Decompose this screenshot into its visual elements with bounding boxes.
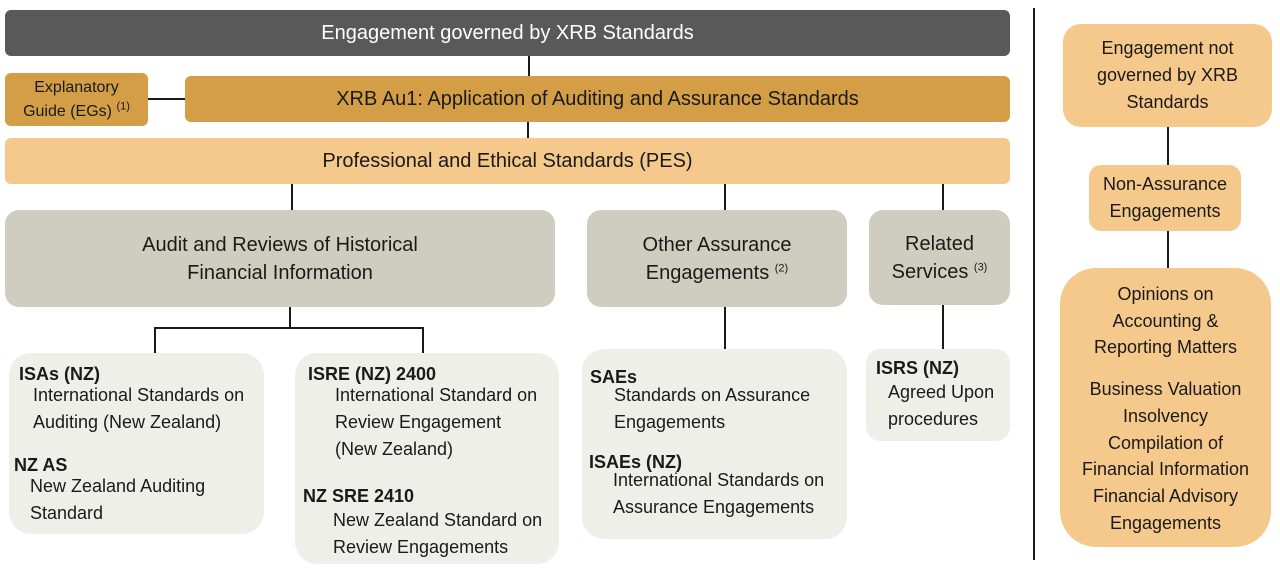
isre-standards-box [295,353,559,564]
isre-desc-line3: (New Zealand) [335,439,454,459]
isre-desc-line1: International Standard on [335,385,538,405]
not-governed-line3: Standards [1126,92,1209,112]
pes-text: Professional and Ethical Standards (PES) [322,149,693,172]
isrs-standards-box [866,349,1010,441]
nzas-heading: NZ AS [14,455,68,475]
isas-desc-line2: Auditing (New Zealand) [33,412,222,432]
connector-top-au1 [528,56,530,76]
saes-standards-box [582,349,847,539]
non-assurance-line2: Engagements [1109,201,1221,221]
xrb-standards-header-text: Engagement governed by XRB Standards [321,21,694,44]
pes-bar [5,138,1010,184]
connector-related-isrs [942,305,944,349]
opinions-services-box [1060,268,1271,547]
isaes-desc [613,467,824,521]
nzas-desc-line2: Standard [30,503,104,523]
opinions-line6: Compilation of [1107,432,1224,453]
isre-desc-line2: Review Engagement [335,412,502,432]
xrb-au1-text: XRB Au1: Application of Auditing and Assurance Standards [336,87,859,110]
saes-desc-line2: Engagements [614,412,726,432]
isas-standards-box [9,353,264,534]
connector-eg-au1 [148,98,185,100]
not-governed-line1: Engagement not [1101,38,1234,58]
opinions-line8: Financial Advisory [1092,485,1239,506]
connector-branch-isre [422,327,424,353]
connector-right-2 [1167,231,1169,268]
related-services-line2: Services [891,260,969,283]
footnote-1: (1) [116,100,130,113]
nzsre-desc [333,507,542,561]
divider-vertical [1033,8,1035,560]
nzsre-heading: NZ SRE 2410 [303,486,415,506]
opinions-line5: Insolvency [1122,405,1209,426]
isrs-desc-line1: Agreed Upon [888,382,995,402]
saes-desc [614,382,810,436]
footnote-2: (2) [774,261,789,274]
explanatory-guide-box [5,73,148,126]
xrb-standards-header [5,10,1010,56]
isrs-heading: ISRS (NZ) [876,358,959,378]
explanatory-guide-line1: Explanatory [34,78,119,96]
isaes-desc-line1: International Standards on [613,470,825,490]
connector-branch-isas [154,327,156,353]
related-services-line1: Related [905,232,974,255]
isas-desc [33,382,244,436]
opinions-line1: Opinions on [1117,284,1214,304]
explanatory-guide-line2: Guide (EGs) [23,102,112,120]
saes-heading: SAEs [590,367,638,387]
isas-desc-line1: International Standards on [33,385,245,405]
connector-audit-stem [289,307,291,328]
opinions-line4: Business Valuation [1089,379,1242,400]
other-assurance-line2: Engagements [645,261,770,284]
nzsre-desc-line1: New Zealand Standard on [333,510,543,530]
audit-reviews-box [5,210,555,307]
isrs-desc [888,379,994,433]
connector-audit-branch [154,327,424,329]
nzsre-desc-line2: Review Engagements [333,537,509,557]
opinions-line3: Reporting Matters [1093,337,1238,358]
connector-other-saes [724,307,726,349]
nzas-desc-line1: New Zealand Auditing [30,476,206,496]
audit-reviews-line1: Audit and Reviews of Historical [142,233,418,256]
isre-heading: ISRE (NZ) 2400 [308,364,437,384]
xrb-au1-bar [185,76,1010,122]
isrs-desc-line2: procedures [888,409,979,429]
isre-desc [335,382,537,463]
other-assurance-box [587,210,847,307]
opinions-line9: Engagements [1109,512,1222,533]
audit-reviews-line2: Financial Information [187,261,373,284]
non-assurance-box [1089,165,1241,231]
not-governed-box [1063,24,1272,127]
opinions-line2: Accounting & [1112,310,1219,331]
non-assurance-line1: Non-Assurance [1102,174,1228,194]
saes-desc-line1: Standards on Assurance [614,385,811,405]
other-assurance-line1: Other Assurance [642,233,792,256]
isas-heading: ISAs (NZ) [19,364,100,384]
connector-right-1 [1167,127,1169,165]
related-services-box [869,210,1010,305]
isaes-heading: ISAEs (NZ) [589,452,683,472]
not-governed-line2: governed by XRB [1096,65,1239,85]
connector-pes-related [942,184,944,210]
nzas-desc [30,473,205,527]
isaes-desc-line2: Assurance Engagements [613,497,815,517]
connector-pes-audit [291,184,293,210]
footnote-3: (3) [973,260,988,273]
opinions-line7: Financial Information [1081,459,1250,480]
connector-au1-pes [527,122,529,138]
connector-pes-other [724,184,726,210]
